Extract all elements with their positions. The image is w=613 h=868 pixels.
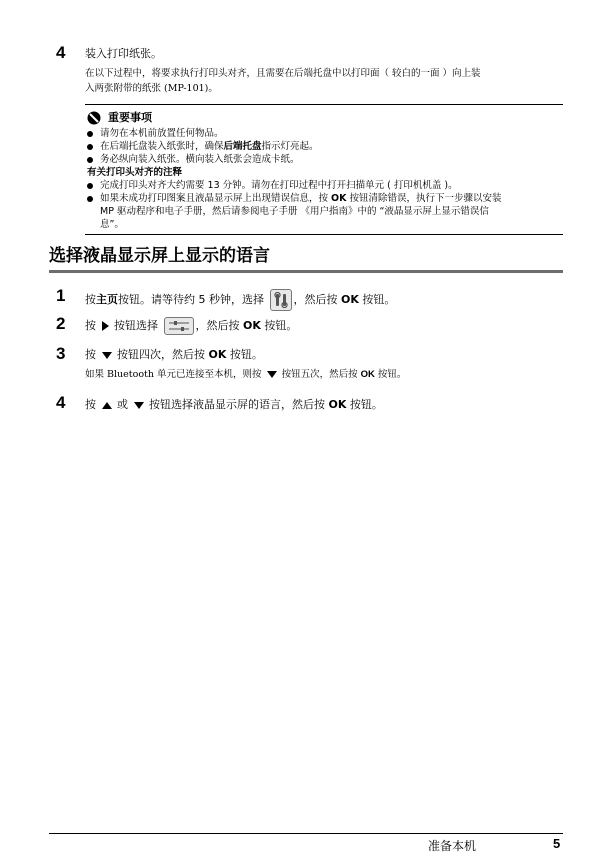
down-arrow-icon	[267, 371, 277, 378]
footer-divider	[49, 833, 563, 834]
bullet-icon	[87, 196, 93, 202]
step-description-line1: 在以下过程中，将要求执行打印头对齐，且需要在后端托盘中以打印面（ 较白的一面 ）向上装	[85, 68, 481, 79]
important-item: 请勿在本机前放置任何物品。	[87, 127, 224, 140]
step-number: 1	[56, 286, 66, 305]
step-number: 4	[56, 393, 66, 412]
bullet-icon	[87, 131, 93, 137]
important-item: 在后端托盘装入纸张时，确保后端托盘指示灯亮起。	[87, 140, 319, 153]
step-note: 如果 Bluetooth 单元已连接至本机，则按 按钮五次，然后按 OK 按钮。	[85, 369, 407, 380]
important-top-divider	[85, 104, 563, 105]
up-arrow-icon	[102, 402, 112, 409]
footer-label: 准备本机	[428, 839, 477, 853]
step-description-line2: 入两张附带的纸张 (MP-101)。	[85, 83, 218, 94]
step-instruction: 按 按钮选择 ，然后按 OK 按钮。	[85, 317, 297, 335]
device-settings-icon	[164, 317, 194, 335]
step-title: 装入打印纸张。	[85, 47, 162, 60]
down-arrow-icon	[102, 352, 112, 359]
step-number: 2	[56, 314, 66, 333]
caution-icon	[87, 110, 101, 124]
settings-tools-icon	[270, 289, 292, 311]
section-title: 选择液晶显示屏上显示的语言	[49, 246, 270, 266]
important-bottom-divider	[85, 234, 563, 235]
step-number: 3	[56, 344, 66, 363]
step-instruction: 按 按钮四次，然后按 OK 按钮。	[85, 348, 263, 361]
notes-subheading: 有关打印头对齐的注释	[87, 167, 183, 178]
bullet-icon	[87, 157, 93, 163]
down-arrow-icon	[134, 402, 144, 409]
section-underline	[49, 270, 563, 273]
step-instruction: 按 或 按钮选择液晶显示屏的语言，然后按 OK 按钮。	[85, 398, 383, 411]
important-item: 务必纵向装入纸张。横向装入纸张会造成卡纸。	[87, 153, 300, 166]
bullet-icon	[87, 183, 93, 189]
right-arrow-icon	[102, 321, 109, 331]
step-instruction: 按主页按钮。请等待约 5 秒钟，选择 ，然后按 OK 按钮。	[85, 289, 395, 311]
note-item: 完成打印头对齐大约需要 13 分钟。请勿在打印过程中打开扫描单元 ( 打印机机盖 )。	[87, 179, 458, 192]
note-item: 如果未成功打印图案且液晶显示屏上出现错误信息，按 OK 按钮清除错误，执行下一步骤以安装 MP 驱动程序和电子手册，然后请参阅电子手册 《用户指南》中的 “液晶显示屏上显示错误信 息”。	[87, 192, 502, 231]
page-number: 5	[553, 836, 561, 851]
important-title: 重要事项	[108, 111, 152, 124]
bullet-icon	[87, 144, 93, 150]
step-number: 4	[56, 43, 66, 62]
